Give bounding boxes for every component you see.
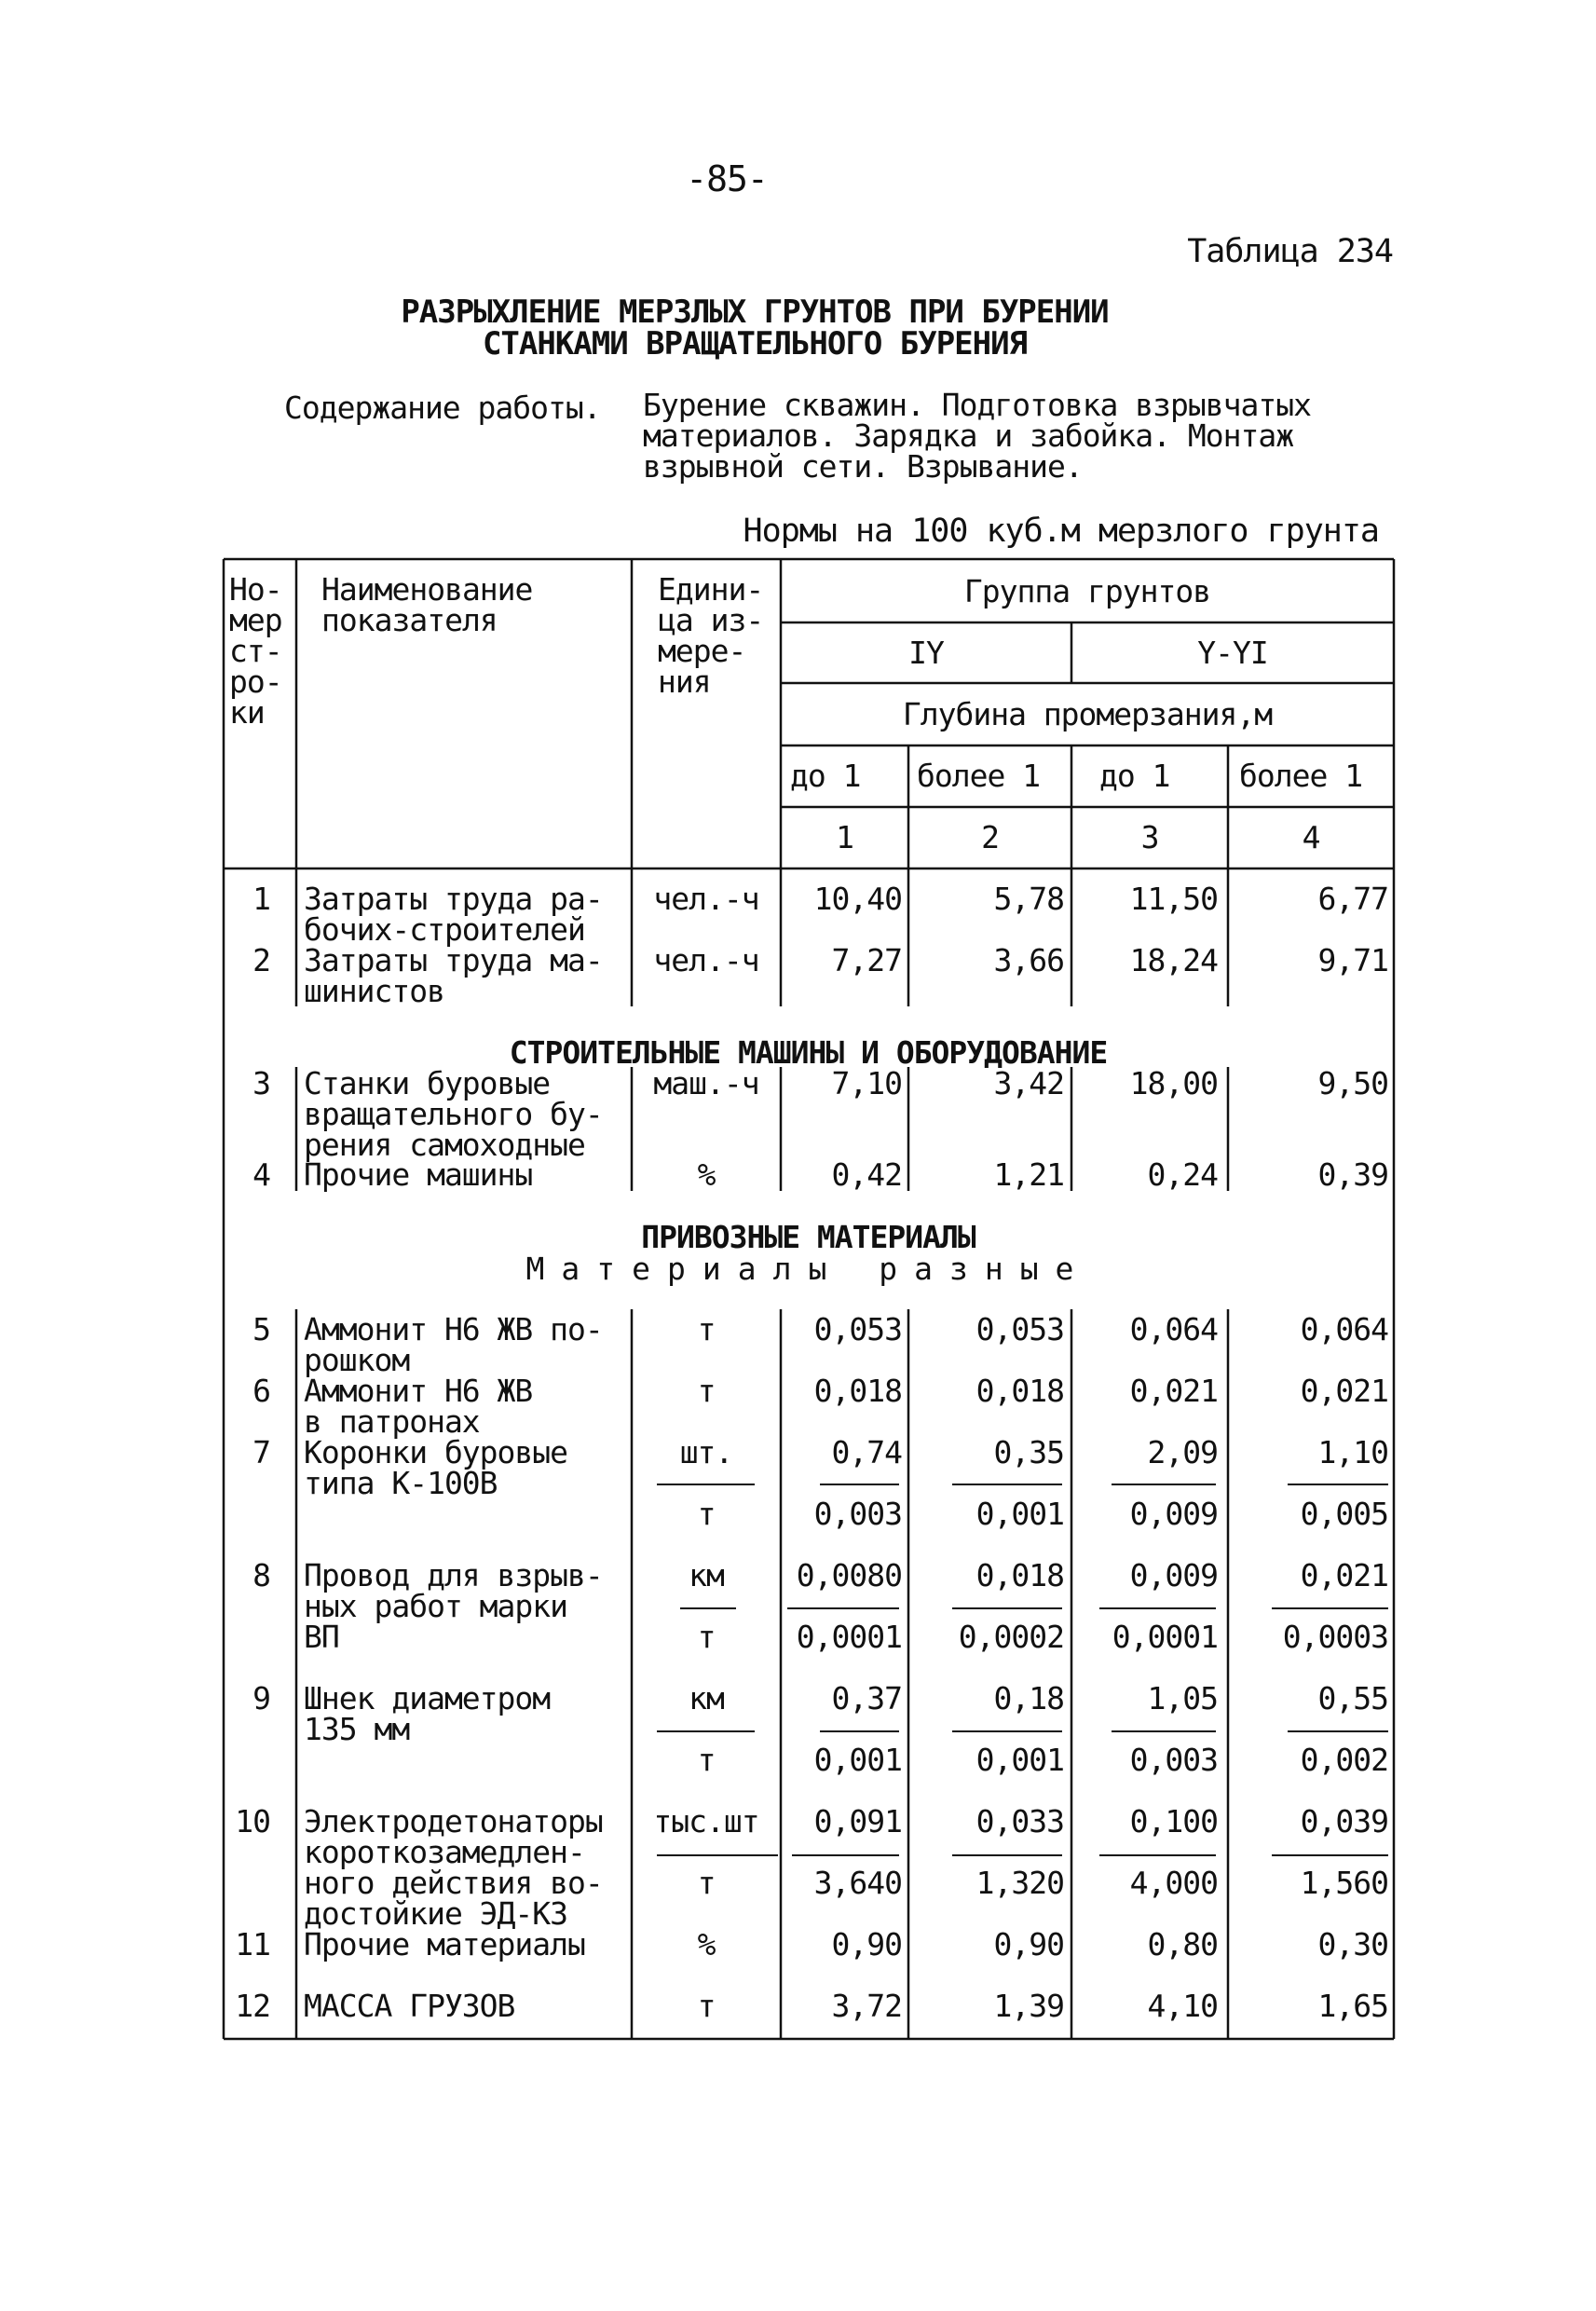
row-unit: т [697,1373,716,1409]
row-value: 0,39 [1317,1156,1388,1193]
row-number: 8 [252,1557,270,1593]
row-value-secondary: 0,001 [975,1742,1064,1778]
row-value: 9,71 [1317,942,1388,978]
header-col2: более 1 [917,758,1041,794]
row-unit: % [697,1156,716,1193]
row-value: 1,05 [1147,1680,1218,1716]
row-value: 0,018 [975,1557,1064,1593]
row-value-secondary: 0,0001 [1112,1619,1218,1655]
row-value: 0,091 [813,1803,902,1839]
row-value-secondary: 0,009 [1129,1496,1218,1532]
row-unit: км [689,1557,724,1593]
row-number: 3 [252,1065,270,1101]
row-value-secondary: 1,320 [975,1865,1064,1901]
header-group-y-yi: Y-YI [1197,635,1268,671]
row-value-secondary: 1,560 [1300,1865,1388,1901]
row-value-secondary: 3,640 [813,1865,902,1901]
row-value-secondary: 0,005 [1300,1496,1388,1532]
row-number: 11 [235,1926,270,1962]
row-unit-secondary: т [697,1496,716,1532]
row-name: Провод для взрыв- ных работ марки ВП [304,1557,603,1655]
row-unit: % [697,1926,716,1962]
row-value: 0,0080 [796,1557,902,1593]
row-value-secondary: 0,001 [813,1742,902,1778]
row-value: 0,018 [975,1373,1064,1409]
content-text: Бурение скважин. Подготовка взрывчатых материалов. Зарядка и забойка. Монтаж взрывной сети. Взрывание. [643,387,1311,485]
row-value: 1,10 [1317,1434,1388,1470]
row-value: 3,72 [831,1988,902,2024]
row-value: 0,064 [1300,1311,1388,1347]
header-num3: 3 [1140,819,1159,855]
row-unit: чел.-ч [653,881,759,917]
row-name: Затраты труда ма- шинистов [304,942,603,1009]
row-value: 0,100 [1129,1803,1218,1839]
content-label: Содержание работы. [284,390,601,426]
row-value-secondary: 0,001 [975,1496,1064,1532]
row-number: 1 [252,881,270,917]
row-value-secondary: 0,0003 [1282,1619,1388,1655]
row-number: 7 [252,1434,270,1470]
header-unit: Едини- ца из- мере- ния [658,571,764,700]
section-materials-sub: Материалы разные [525,1251,1091,1287]
row-value: 0,90 [831,1926,902,1962]
row-name: Шнек диаметром 135 мм [304,1680,551,1747]
row-unit-secondary: т [697,1742,716,1778]
row-value: 18,00 [1129,1065,1218,1101]
row-unit: т [697,1988,716,2024]
row-value: 0,021 [1129,1373,1218,1409]
section-machines: СТРОИТЕЛЬНЫЕ МАШИНЫ И ОБОРУДОВАНИЕ [509,1034,1108,1071]
row-value: 0,37 [831,1680,902,1716]
row-value: 0,021 [1300,1373,1388,1409]
row-unit: маш.-ч [653,1065,759,1101]
row-number: 9 [252,1680,270,1716]
header-col3: до 1 [1099,758,1170,794]
row-name: МАССА ГРУЗОВ [304,1988,515,2024]
row-value: 0,80 [1147,1926,1218,1962]
row-value-secondary: 0,003 [813,1496,902,1532]
header-row-number: Но- мер ст- ро- ки [229,571,282,731]
row-name: Станки буровые вращательного бу- рения самоходные [304,1065,603,1163]
page-number: -85- [686,158,768,199]
row-value: 0,74 [831,1434,902,1470]
header-num4: 4 [1302,819,1320,855]
row-unit: чел.-ч [653,942,759,978]
row-value: 0,033 [975,1803,1064,1839]
row-value-secondary: 0,003 [1129,1742,1218,1778]
table-title-line-2: СТАНКАМИ ВРАЩАТЕЛЬНОГО БУРЕНИЯ [482,325,1028,362]
row-value: 0,021 [1300,1557,1388,1593]
header-soil-group: Группа грунтов [963,573,1211,609]
row-value: 0,053 [975,1311,1064,1347]
row-name: Коронки буровые типа К-100В [304,1434,568,1501]
row-number: 12 [235,1988,270,2024]
header-col1: до 1 [790,758,861,794]
section-materials: ПРИВОЗНЫЕ МАТЕРИАЛЫ [641,1219,975,1255]
row-number: 4 [252,1156,270,1193]
row-unit-secondary: т [697,1619,716,1655]
row-value: 2,09 [1147,1434,1218,1470]
row-value: 1,39 [993,1988,1064,2024]
header-group-iy: IY [908,635,944,671]
row-value-secondary: 0,0001 [796,1619,902,1655]
header-num1: 1 [836,819,853,855]
row-unit: т [697,1311,716,1347]
header-col4: более 1 [1239,758,1363,794]
row-number: 2 [252,942,270,978]
row-number: 5 [252,1311,270,1347]
row-name: Затраты труда ра- бочих-строителей [304,881,603,948]
row-value: 0,039 [1300,1803,1388,1839]
row-name: Аммонит Н6 ЖВ в патронах [304,1373,533,1440]
table-title-line-1: РАЗРЫХЛЕНИЕ МЕРЗЛЫХ ГРУНТОВ ПРИ БУРЕНИИ [401,294,1109,331]
row-value: 0,55 [1317,1680,1388,1716]
row-name: Прочие машины [304,1156,533,1193]
row-value: 7,27 [831,942,902,978]
row-value: 6,77 [1317,881,1388,917]
row-value: 4,10 [1147,1988,1218,2024]
row-unit: шт. [679,1434,733,1470]
row-value-secondary: 0,0002 [958,1619,1064,1655]
header-freeze-depth: Глубина промерзания,м [902,696,1273,732]
row-value-secondary: 4,000 [1129,1865,1218,1901]
row-value: 10,40 [813,881,902,917]
row-value: 0,35 [993,1434,1064,1470]
row-value: 9,50 [1317,1065,1388,1101]
row-value: 5,78 [993,881,1064,917]
row-value: 0,064 [1129,1311,1218,1347]
row-value: 0,18 [993,1680,1064,1716]
table-number: Таблица 234 [1187,233,1393,270]
row-value: 0,42 [831,1156,902,1193]
row-value: 0,053 [813,1311,902,1347]
row-value-secondary: 0,002 [1300,1742,1388,1778]
row-value: 18,24 [1129,942,1218,978]
row-unit-secondary: т [697,1865,716,1901]
row-value: 0,009 [1129,1557,1218,1593]
row-value: 1,21 [993,1156,1064,1193]
row-value: 3,66 [993,942,1064,978]
row-name: Прочие материалы [304,1926,585,1962]
norms-caption: Нормы на 100 куб.м мерзлого грунта [743,513,1379,550]
row-unit: км [689,1680,724,1716]
header-name: Наименование показателя [321,571,533,638]
row-value: 0,90 [993,1926,1064,1962]
row-value: 0,24 [1147,1156,1218,1193]
header-num2: 2 [981,819,999,855]
row-value: 7,10 [831,1065,902,1101]
row-name: Аммонит Н6 ЖВ по- рошком [304,1311,603,1378]
row-value: 11,50 [1129,881,1218,917]
row-value: 3,42 [993,1065,1064,1101]
row-unit: тыс.шт [653,1803,759,1839]
row-number: 6 [252,1373,270,1409]
row-value: 0,018 [813,1373,902,1409]
row-number: 10 [235,1803,270,1839]
row-value: 1,65 [1317,1988,1388,2024]
row-value: 0,30 [1317,1926,1388,1962]
row-name: Электродетонаторы короткозамедлен- ного действия во- достойкие ЭД-КЗ [304,1803,603,1932]
